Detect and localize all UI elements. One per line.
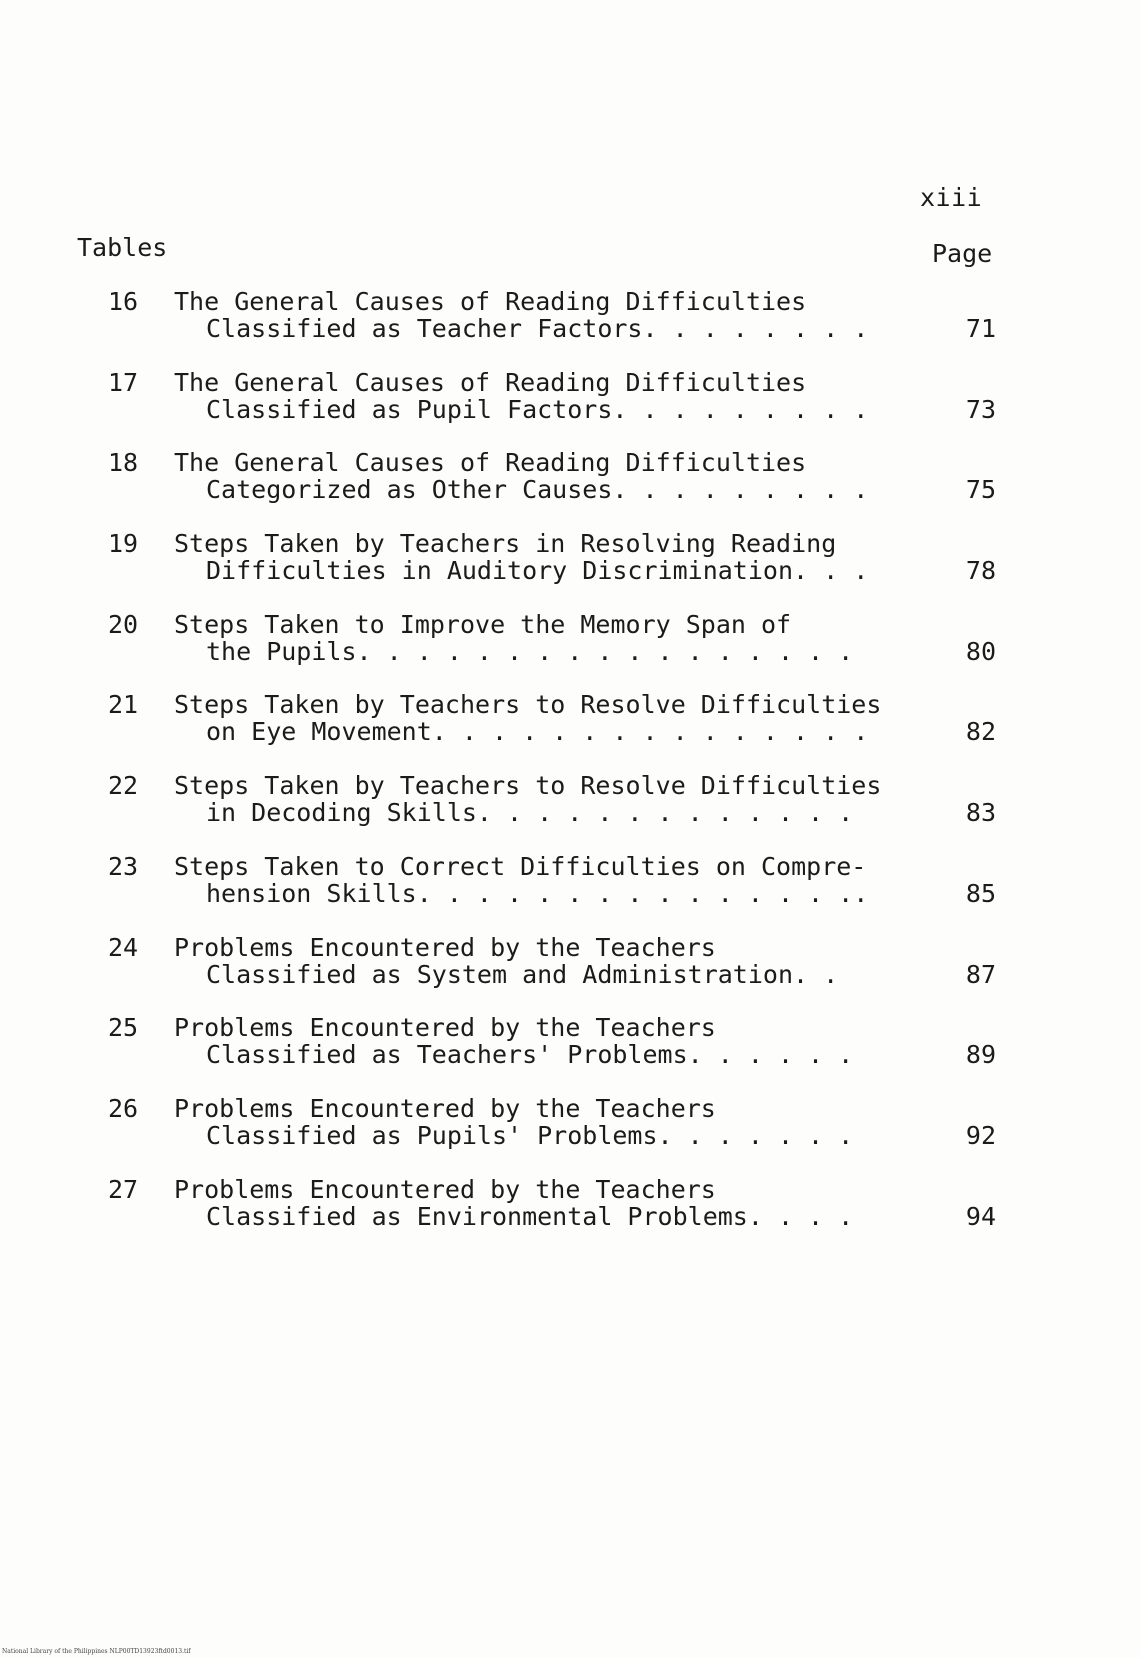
table-page-ref: 85 (965, 878, 996, 908)
table-number: 17 (108, 367, 139, 397)
table-page-ref: 71 (965, 314, 996, 343)
toc-entry (0, 1176, 1141, 1257)
table-title (174, 1014, 853, 1068)
table-title-line-1: Steps Taken to Improve the Memory Span of (174, 609, 792, 639)
table-title (174, 853, 868, 907)
table-title-line-2: Classified as Teachers' Problems. . . . . . (206, 1040, 854, 1070)
toc-entry (0, 691, 1141, 772)
table-title-line-2: Difficulties in Auditory Discrimination. . . (206, 556, 869, 586)
toc-entry (0, 288, 1141, 369)
table-title-line-1: The General Causes of Reading Difficulties (174, 287, 807, 316)
page-number: xiii (920, 183, 983, 212)
table-page-ref: 78 (965, 556, 996, 586)
table-title (174, 1176, 853, 1230)
toc-entry (0, 530, 1141, 611)
table-title (174, 1095, 853, 1149)
table-title-line-2: on Eye Movement. . . . . . . . . . . . . . . (206, 717, 869, 747)
table-title-line-2: the Pupils. . . . . . . . . . . . . . . . . (206, 636, 854, 666)
table-title-line-2: Classified as System and Administration. . (206, 959, 839, 989)
toc-entry (0, 611, 1141, 692)
table-title-line-1: Steps Taken by Teachers in Resolving Reading (174, 529, 837, 559)
table-title (174, 611, 853, 665)
table-number: 25 (108, 1013, 139, 1043)
table-title-line-2: hension Skills. . . . . . . . . . . . . . .. (206, 878, 869, 908)
table-title (174, 369, 868, 423)
table-number: 23 (108, 851, 139, 881)
table-title-line-1: The General Causes of Reading Difficulties (174, 367, 807, 397)
table-number: 26 (108, 1093, 139, 1123)
scan-credit: National Library of the Philippines NLP00TD13923ftd0013.tif (2, 1648, 191, 1655)
table-page-ref: 75 (965, 475, 996, 505)
table-title (174, 934, 838, 988)
table-title (174, 772, 881, 826)
table-page-ref: 73 (965, 394, 996, 424)
table-title-line-1: Problems Encountered by the Teachers (174, 932, 716, 962)
table-title-line-2: in Decoding Skills. . . . . . . . . . . . . (206, 798, 854, 828)
table-title-line-1: Problems Encountered by the Teachers (174, 1174, 716, 1204)
table-title-line-1: Steps Taken by Teachers to Resolve Difficulties (174, 771, 882, 801)
tables-heading: Tables (77, 233, 168, 262)
table-page-ref: 89 (965, 1040, 996, 1070)
table-title-line-1: Problems Encountered by the Teachers (174, 1093, 716, 1123)
table-number: 27 (108, 1174, 139, 1204)
table-title-line-2: Classified as Environmental Problems. . . . (206, 1201, 854, 1231)
toc-entry (0, 449, 1141, 530)
table-title-line-1: Steps Taken by Teachers to Resolve Difficulties (174, 690, 882, 720)
table-page-ref: 87 (965, 959, 996, 989)
table-title (174, 530, 868, 584)
toc-entry (0, 1095, 1141, 1176)
table-title-line-1: Steps Taken to Correct Difficulties on Compre- (174, 851, 867, 881)
table-number: 18 (108, 448, 139, 478)
table-title-line-2: Classified as Teacher Factors. . . . . . . . (206, 314, 869, 343)
table-number: 21 (108, 690, 139, 720)
table-number: 16 (108, 287, 139, 316)
toc-entry (0, 1014, 1141, 1095)
table-number: 22 (108, 771, 139, 801)
toc-entry (0, 369, 1141, 450)
table-page-ref: 82 (965, 717, 996, 747)
table-title (174, 449, 868, 503)
table-title-line-1: Problems Encountered by the Teachers (174, 1013, 716, 1043)
table-number: 19 (108, 529, 139, 559)
toc-entry (0, 772, 1141, 853)
table-title-line-1: The General Causes of Reading Difficulties (174, 448, 807, 478)
table-title-line-2: Classified as Pupils' Problems. . . . . . . (206, 1120, 854, 1150)
table-page-ref: 92 (965, 1120, 996, 1150)
table-title (174, 288, 868, 342)
table-number: 20 (108, 609, 139, 639)
table-title-line-2: Categorized as Other Causes. . . . . . . . . (206, 475, 869, 505)
table-title-line-2: Classified as Pupil Factors. . . . . . . . . (206, 394, 869, 424)
table-title (174, 691, 881, 745)
toc-entry (0, 934, 1141, 1015)
table-page-ref: 80 (965, 636, 996, 666)
toc-entry (0, 853, 1141, 934)
page-column-heading: Page (932, 239, 993, 268)
table-of-tables (0, 288, 1141, 1256)
table-page-ref: 94 (965, 1201, 996, 1231)
table-number: 24 (108, 932, 139, 962)
table-page-ref: 83 (965, 798, 996, 828)
